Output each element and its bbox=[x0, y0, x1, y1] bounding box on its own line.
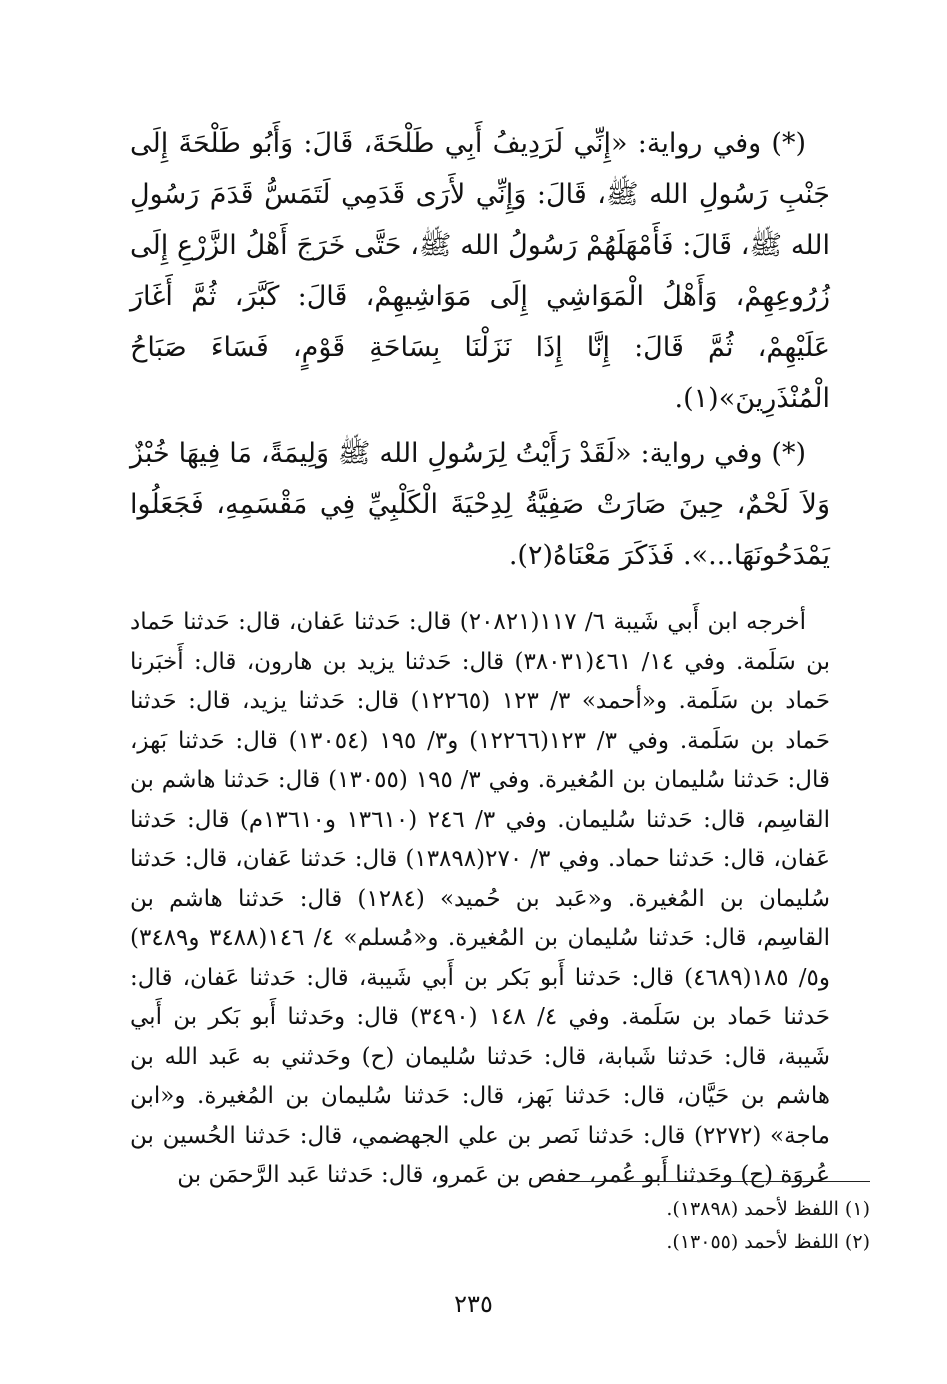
takhrij-text bbox=[130, 603, 830, 1196]
footnotes bbox=[430, 1193, 870, 1259]
footnote: (١) اللفظ لأحمد (١٣٨٩٨). bbox=[666, 1198, 870, 1220]
takhrij-paragraph: أخرجه ابن أَبي شَيبة ٦/ ١١٧(٢٠٨٢١) قال: حَدثنا عَفان، قال: حَدثنا حَماد بن سَلَمة. وفي ١٤/ ٤٦١(٣٨٠٣١) قال: حَدثنا يزيد بن هارون، قال: أَخبَرنا حَماد بن سَلَمة. و«أحمد» ٣/ ١٢٣ (١٢٢٦٥) قال: حَدثنا يزيد، قال: حَدثنا حَماد بن سَلَمة. وفي ٣/ ١٢٣(١٢٢٦٦) و٣/ ١٩٥ (١٣٠٥٤) قال: حَدثنا بَهز، قال: حَدثنا سُليمان بن المُغيرة. وفي ٣/ ١٩٥ (١٣٠٥٥) قال: حَدثنا هاشم بن القاسِم، قال: حَدثنا سُليمان. وفي ٣/ ٢٤٦ (١٣٦١٠ و١٣٦١٠م) قال: حَدثنا عَفان، قال: حَدثنا حماد. وفي ٣/ ٢٧٠(١٣٨٩٨) قال: حَدثنا عَفان، قال: حَدثنا سُليمان بن المُغيرة. و«عَبد بن حُميد» (١٢٨٤) قال: حَدثنا هاشم بن القاسِم، قال: حَدثنا سُليمان بن المُغيرة. و«مُسلم» ٤/ ١٤٦(٣٤٨٨ و٣٤٨٩) و٥/ ١٨٥(٤٦٨٩) قال: حَدثنا أَبو بَكر بن أَبي شَيبة، قال: حَدثنا عَفان، قال: حَدثنا حَماد بن سَلَمة. وفي ٤/ ١٤٨ (٣٤٩٠) قال: وحَدثنا أَبو بَكر بن أَبي شَيبة، قال: حَدثنا شَبابة، قال: حَدثنا سُليمان (ح) وحَدثني به عَبد الله بن هاشم بن حَيَّان، قال: حَدثنا بَهز، قال: حَدثنا سُليمان بن المُغيرة. و«ابن ماجة» (٢٢٧٢) قال: حَدثنا نَصر بن علي الجهضمي، قال: حَدثنا الحُسين بن عُروَة (ح) وحَدثنا أَبو عُمر، حفص بن عَمرو، قال: حَدثنا عَبد الرَّحمَن بن bbox=[130, 609, 831, 1188]
page-body bbox=[130, 118, 830, 1196]
page-number: ٢٣٥ bbox=[454, 1290, 493, 1318]
hadith-paragraph: (*) وفي رواية: «لَقَدْ رَأَيْتُ لِرَسُولِ الله ﷺ وَلِيمَةً، مَا فِيهَا خُبْزٌ وَلاَ لَحْمٌ، حِينَ صَارَتْ صَفِيَّةُ لِدِحْيَةَ الْكَلْبِيِّ فِي مَقْسَمِهِ، فَجَعَلُوا يَمْدَحُونَهَا...». فَذَكَرَ مَعْنَاهُ(٢). bbox=[130, 438, 830, 571]
footnote-separator bbox=[570, 1181, 870, 1182]
footnote: (٢) اللفظ لأحمد (١٣٠٥٥). bbox=[666, 1231, 870, 1253]
hadith-text bbox=[130, 118, 830, 581]
hadith-paragraph: (*) وفي رواية: «إِنِّي لَرَدِيفُ أَبِي طَلْحَةَ، قَالَ: وَأَبُو طَلْحَةَ إِلَى جَنْبِ رَسُولِ الله ﷺ، قَالَ: وَإِنِّي لأَرَى قَدَمِي لَتَمَسُّ قَدَمَ رَسُولِ الله ﷺ، قَالَ: فَأَمْهَلَهُمْ رَسُولُ الله ﷺ، حَتَّى خَرَجَ أَهْلُ الزَّرْعِ إِلَى زُرُوعِهِمْ، وَأَهْلُ الْمَوَاشِي إِلَى مَوَاشِيهِمْ، قَالَ: كَبَّرَ، ثُمَّ أَغَارَ عَلَيْهِمْ، ثُمَّ قَالَ: إِنَّا إِذَا نَزَلْنَا بِسَاحَةِ قَوْمٍ، فَسَاءَ صَبَاحُ الْمُنْذَرِينَ»(١). bbox=[130, 128, 830, 414]
